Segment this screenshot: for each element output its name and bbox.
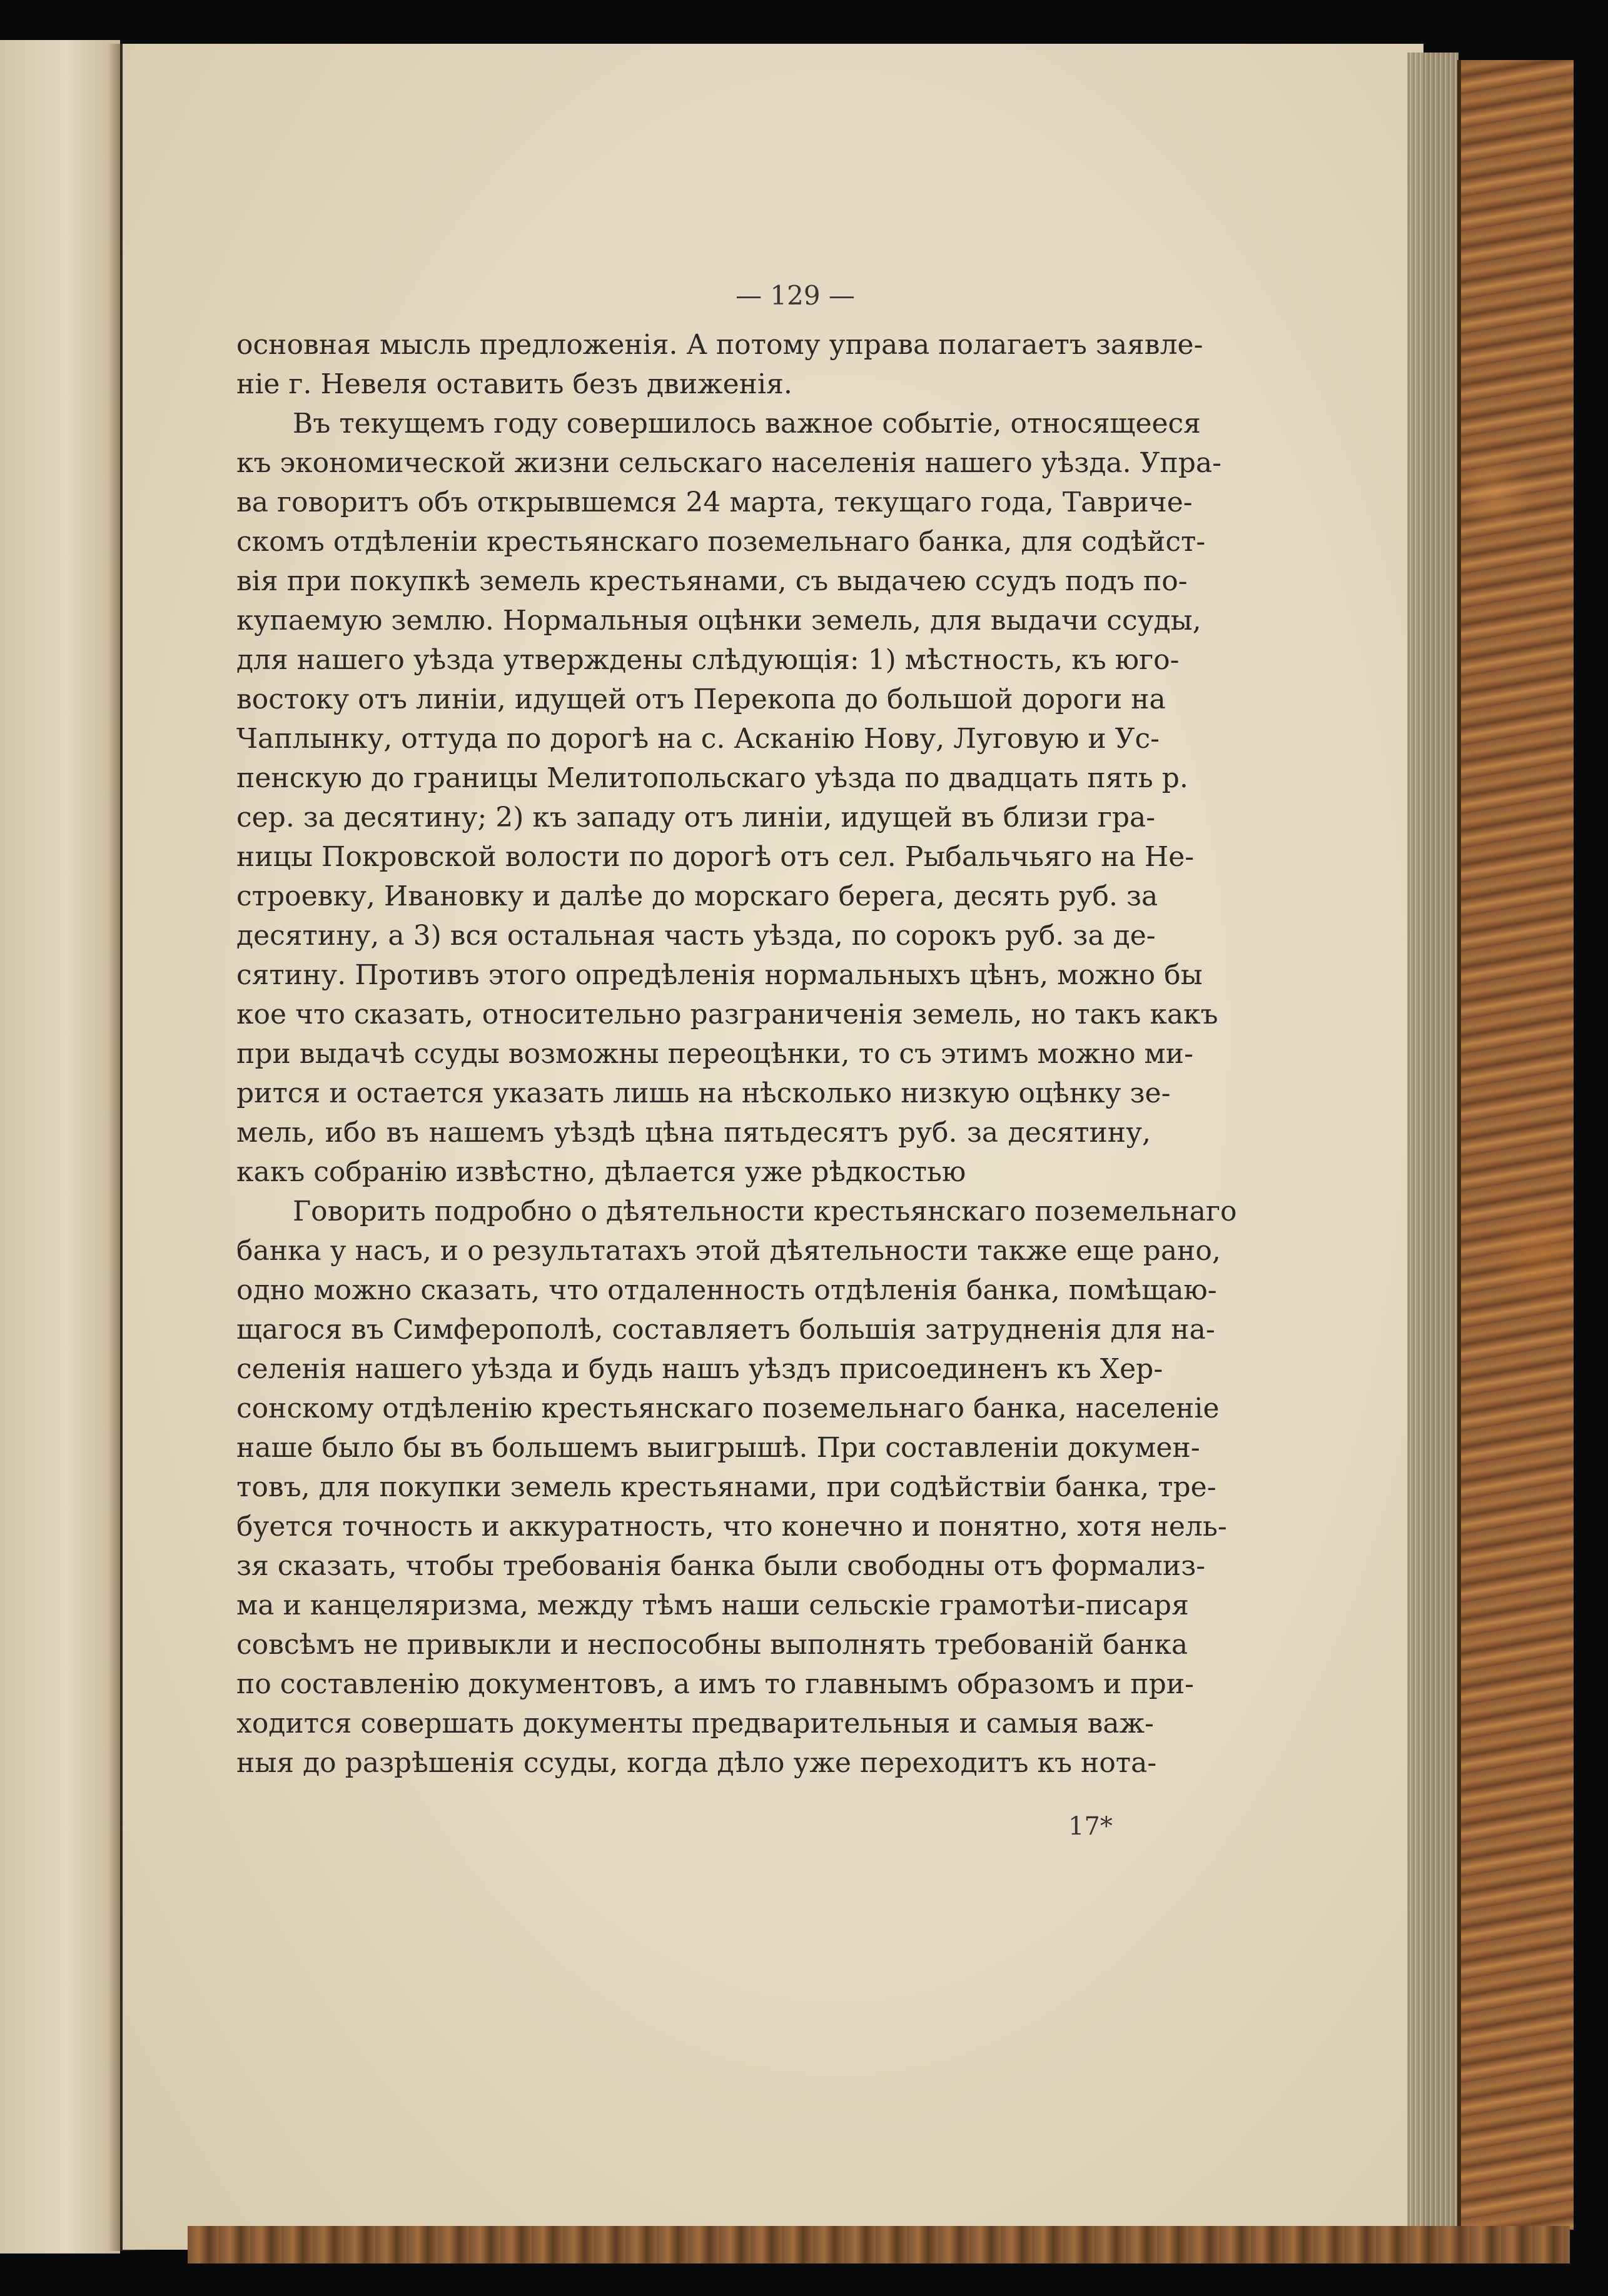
text-line: ніе г. Невеля оставить безъ движенія.	[236, 368, 792, 400]
text-line: щагося въ Симферополѣ, составляетъ большія затрудненія для на-	[236, 1314, 1215, 1346]
text-line: селенія нашего уѣзда и будь нашъ уѣздъ присоединенъ къ Хер-	[236, 1353, 1163, 1385]
text-line: кое что сказать, относительно разграниченія земель, но такъ какъ	[236, 999, 1218, 1030]
text-line: купаемую землю. Нормальныя оцѣнки земель, для выдачи ссуды,	[236, 605, 1201, 637]
text-line: ходится совершать документы предварительныя и самыя важ-	[236, 1708, 1154, 1740]
text-line: сер. за десятину; 2) къ западу отъ линіи, идущей въ близи гра-	[236, 802, 1156, 833]
text-line: какъ собранію извѣстно, дѣлается уже рѣдкостью	[236, 1156, 966, 1188]
left-page-edge	[0, 40, 120, 2253]
page-stack-edges	[1407, 53, 1459, 2241]
text-line: буется точность и аккуратность, что конечно и понятно, хотя нель-	[236, 1511, 1227, 1543]
text-line: мель, ибо въ нашемъ уѣздѣ цѣна пятьдесятъ руб. за десятину,	[236, 1117, 1151, 1149]
signature-mark: 17*	[1068, 1812, 1113, 1841]
text-line: основная мысль предложенія. А потому управа полагаетъ заявле-	[236, 329, 1203, 361]
page-body-text	[236, 325, 1237, 1783]
text-line: сонскому отдѣленію крестьянскаго поземельнаго банка, населеніе	[236, 1392, 1220, 1424]
text-line: къ экономической жизни сельскаго населенія нашего уѣзда. Упра-	[236, 447, 1221, 479]
text-line: зя сказать, чтобы требованія банка были свободны отъ формализ-	[236, 1550, 1206, 1582]
text-line: совсѣмъ не привыкли и неспособны выполнять требованій банка	[236, 1629, 1188, 1661]
text-line: для нашего уѣзда утверждены слѣдующія: 1) мѣстность, къ юго-	[236, 644, 1180, 676]
text-line: Говорить подробно о дѣятельности крестьянскаго поземельнаго	[293, 1196, 1237, 1227]
text-line: вія при покупкѣ земель крестьянами, съ выдачею ссудъ подъ по-	[236, 565, 1188, 597]
text-line: при выдачѣ ссуды возможны переоцѣнки, то съ этимъ можно ми-	[236, 1038, 1193, 1070]
text-line: одно можно сказать, что отдаленность отдѣленія банка, помѣщаю-	[236, 1274, 1217, 1306]
text-line: строевку, Ивановку и далѣе до морскаго берега, десять руб. за	[236, 880, 1158, 912]
text-line: скомъ отдѣленіи крестьянскаго поземельнаго банка, для содѣйст-	[236, 526, 1206, 558]
text-line: пенскую до границы Мелитопольскаго уѣзда по двадцать пять р.	[236, 762, 1188, 794]
text-line: востоку отъ линіи, идущей отъ Перекопа до большой дороги на	[236, 683, 1166, 715]
text-line: ныя до разрѣшенія ссуды, когда дѣло уже переходитъ къ нота-	[236, 1747, 1157, 1779]
text-line: Чаплынку, оттуда по дорогѣ на с. Асканію Нову, Луговую и Ус-	[236, 723, 1160, 755]
text-line: десятину, а 3) вся остальная часть уѣзда, по сорокъ руб. за де-	[236, 920, 1156, 952]
page-number: — 129 —	[736, 280, 855, 311]
text-line: ва говоритъ объ открывшемся 24 марта, текущаго года, Тавриче-	[236, 486, 1193, 518]
text-line: ма и канцеляризма, между тѣмъ наши сельскіе грамотѣи-писаря	[236, 1589, 1189, 1621]
bottom-cover-edge	[188, 2226, 1570, 2263]
text-line: Въ текущемъ году совершилось важное событіе, относящееся	[293, 408, 1201, 440]
text-line: ницы Покровской волости по дорогѣ отъ сел. Рыбальчьяго на Не-	[236, 841, 1195, 873]
page-header	[0, 280, 1608, 311]
text-line: рится и остается указать лишь на нѣсколько низкую оцѣнку зе-	[236, 1077, 1171, 1109]
text-line: товъ, для покупки земель крестьянами, при содѣйствіи банка, тре-	[236, 1471, 1216, 1503]
marbled-cover-edge	[1457, 60, 1574, 2230]
text-line: по составленію документовъ, а имъ то главнымъ образомъ и при-	[236, 1668, 1194, 1700]
text-line: банка у насъ, и о результатахъ этой дѣятельности также еще рано,	[236, 1235, 1221, 1267]
text-line: сятину. Противъ этого опредѣленія нормальныхъ цѣнъ, можно бы	[236, 959, 1203, 991]
text-line: наше было бы въ большемъ выигрышѣ. При составленіи докумен-	[236, 1432, 1200, 1464]
